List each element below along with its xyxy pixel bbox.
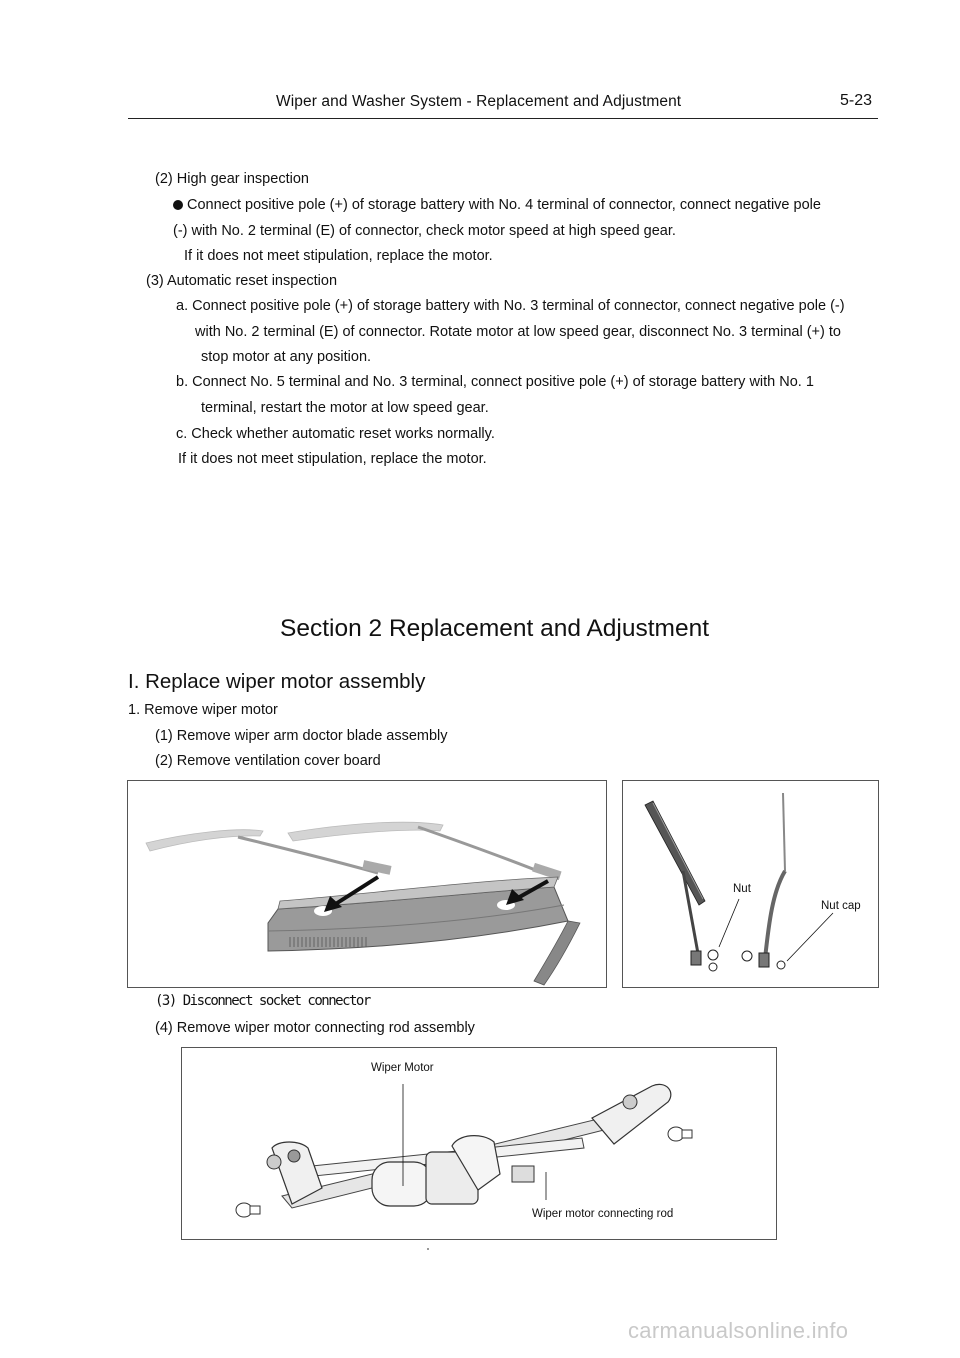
figure-wiper-arm-nut [622,780,879,988]
header-title: Wiper and Washer System - Replacement and Adjustment [276,93,682,110]
running-header [128,90,878,119]
wiper-linkage-illustration [182,1048,776,1239]
cowl-cover-illustration [128,781,606,987]
step-c: c. Check whether automatic reset works normally. [176,426,495,442]
high-gear-line2: (-) with No. 2 terminal (E) of connector, check motor speed at high speed gear. [173,223,676,239]
part-title: I. Replace wiper motor assembly [128,670,426,693]
auto-reset-note: If it does not meet stipulation, replace the motor. [178,451,487,467]
bullet-icon [173,200,183,210]
step-1-2: (2) Remove ventilation cover board [155,753,381,769]
step-1: 1. Remove wiper motor [128,702,278,718]
auto-reset-heading: (3) Automatic reset inspection [146,273,338,289]
high-gear-line1-text: Connect positive pole (+) of storage battery with No. 4 terminal of connector, connect negative pole [187,197,821,213]
page-number: 5-23 [839,92,872,109]
connecting-rod-label: Wiper motor connecting rod [532,1208,674,1220]
section-title: Section 2 Replacement and Adjustment [280,615,710,642]
step-1-1: (1) Remove wiper arm doctor blade assembly [155,728,448,744]
high-gear-heading: (2) High gear inspection [155,171,309,187]
nut-cap-label: Nut cap [821,900,861,912]
step-b-line2: terminal, restart the motor at low speed gear. [201,400,489,416]
step-a-line3: stop motor at any position. [201,349,372,365]
high-gear-note: If it does not meet stipulation, replace the motor. [184,248,493,264]
step-b-line1: b. Connect No. 5 terminal and No. 3 terminal, connect positive pole (+) of storage battery with No. 1 [176,374,814,390]
figure-wiper-motor-linkage [181,1047,777,1240]
nut-label: Nut [733,883,751,895]
figure-cowl-cover [127,780,607,988]
step-1-3: (3) Disconnect socket connector [155,993,370,1009]
print-speck [427,1248,429,1250]
high-gear-line1 [173,196,821,214]
watermark: carmanualsonline.info [628,1318,849,1343]
step-1-4: (4) Remove wiper motor connecting rod assembly [155,1020,475,1036]
wiper-motor-label: Wiper Motor [371,1062,434,1074]
step-a-line2: with No. 2 terminal (E) of connector. Rotate motor at low speed gear, disconnect No. 3 terminal (+) to [195,324,841,340]
step-a-line1: a. Connect positive pole (+) of storage battery with No. 3 terminal of connector, connect negative pole (-) [176,298,845,314]
